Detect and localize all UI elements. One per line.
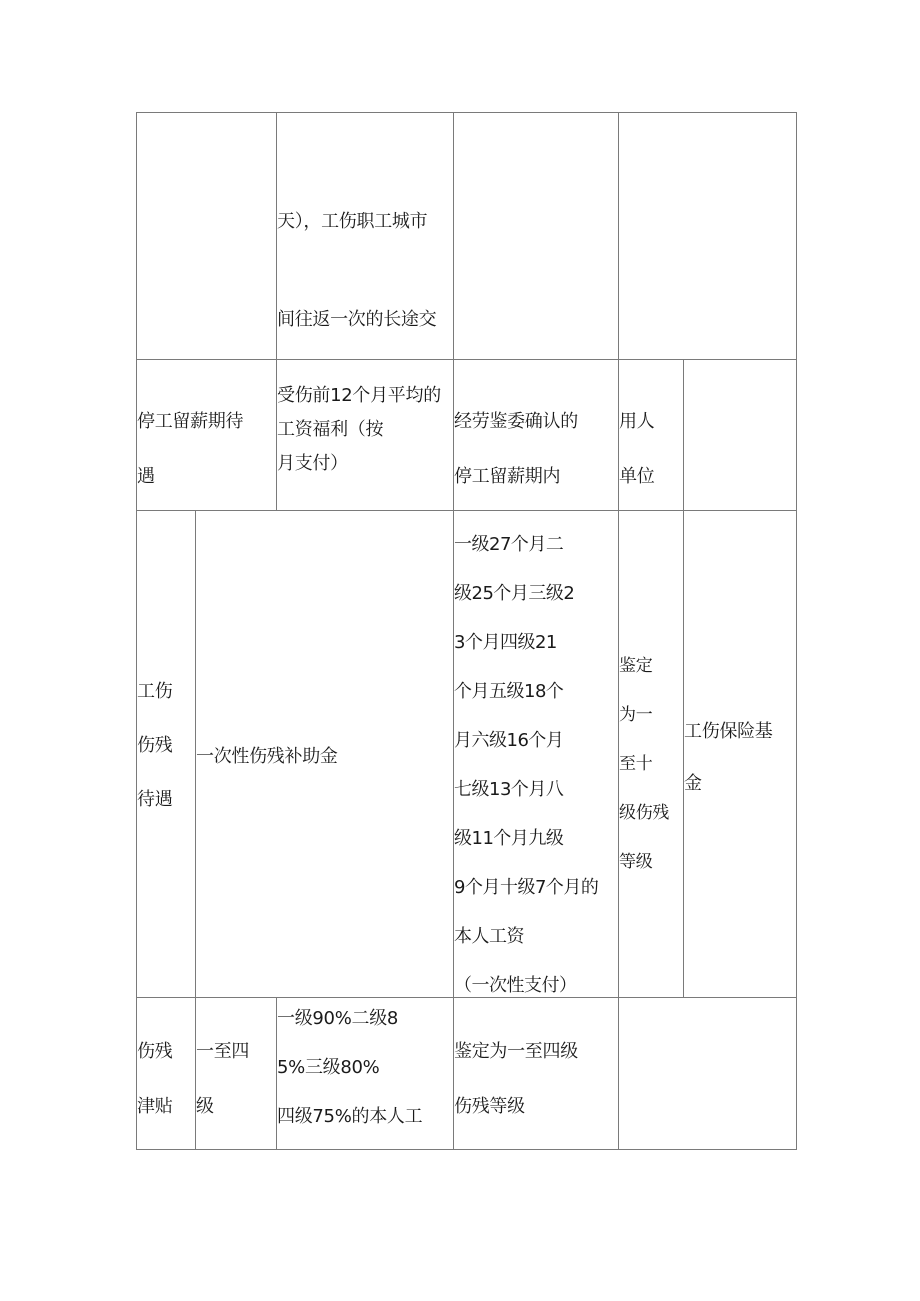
grid-line xyxy=(136,510,797,511)
disability-allowance-standard: 一级90%二级8 5%三级80% 四级75%的本人工 xyxy=(277,1008,423,1127)
disability-allowance-grades: 一至四 级 xyxy=(196,1041,250,1117)
disability-benefit-category: 工伤 伤残 待遇 xyxy=(137,681,173,810)
lump-sum-standard: 一级27个月二 级25个月三级2 3个月四级21 个月五级18个 月六级16个月 七级13个月八 级11个月九级 9个月十级7个月的 本人工资 （一次性支付） xyxy=(454,534,599,996)
disability-allowance-category: 伤残 津贴 xyxy=(137,1041,173,1117)
text-line: 间往返一次的长途交 xyxy=(277,309,437,330)
row1-cell-4 xyxy=(619,113,796,359)
text-line: 天），工伤职工城市 xyxy=(277,211,428,232)
row1-cell-1 xyxy=(137,113,276,359)
work-stoppage-standard: 受伤前12个月平均的 工资福利（按 月支付） xyxy=(277,385,441,474)
disability-allowance-payer xyxy=(619,998,796,1149)
work-stoppage-extra xyxy=(684,360,796,510)
work-stoppage-payer: 用人 单位 xyxy=(619,411,655,487)
row1-cell-3 xyxy=(454,113,618,359)
grid-line xyxy=(136,1149,797,1150)
lump-sum-payer: 工伤保险基 金 xyxy=(684,721,773,794)
work-stoppage-item: 停工留薪期待 遇 xyxy=(137,411,244,487)
lump-sum-condition: 鉴定 为一 至十 级伤残 等级 xyxy=(619,656,670,872)
work-stoppage-condition: 经劳鉴委确认的 停工留薪期内 xyxy=(454,411,578,487)
lump-sum-disability-subsidy: 一次性伤残补助金 xyxy=(196,746,338,767)
row1-transport-cost-text xyxy=(277,148,453,348)
disability-allowance-condition: 鉴定为一至四级 伤残等级 xyxy=(454,1041,578,1117)
grid-line xyxy=(796,112,797,1150)
